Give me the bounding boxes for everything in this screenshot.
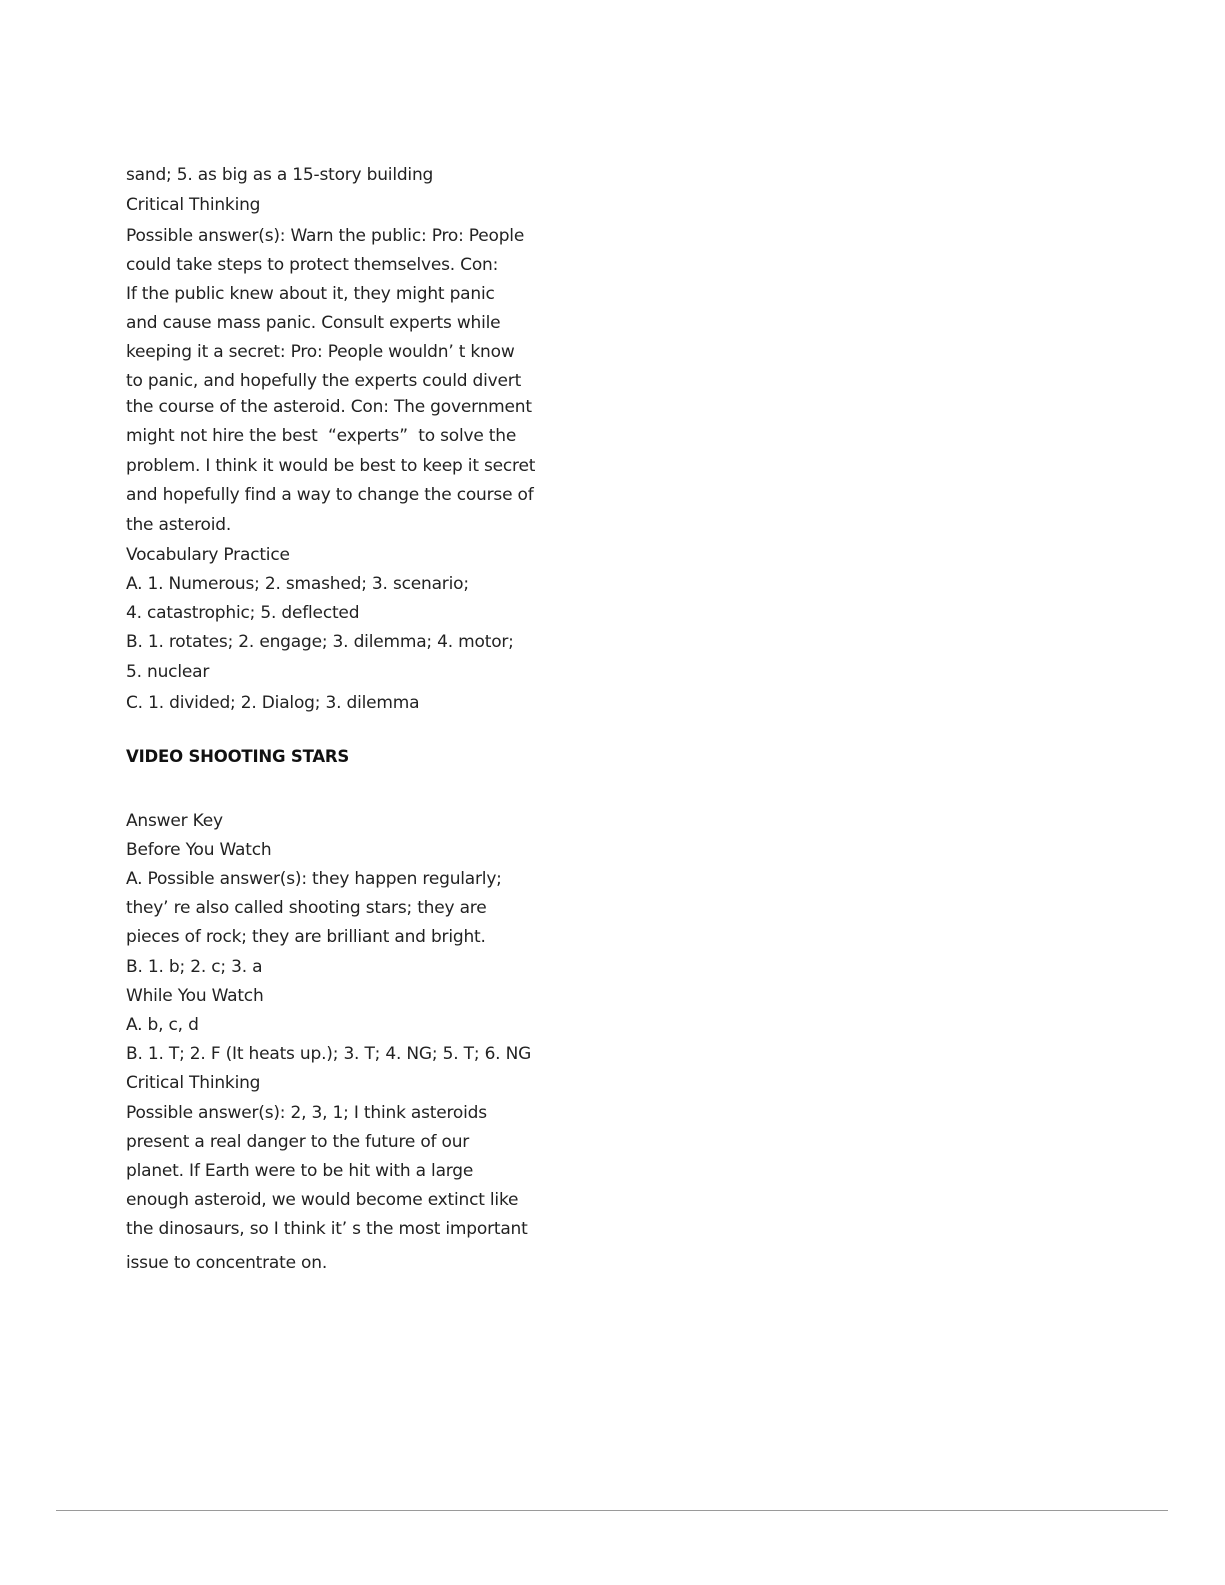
text-line: sand; 5. as big as a 15-story building: [126, 165, 434, 185]
text-line: and cause mass panic. Consult experts while: [126, 313, 501, 333]
text-line: might not hire the best “experts” to solve the: [126, 426, 517, 446]
subheading-critical-thinking: Critical Thinking: [126, 195, 261, 215]
text-line: A. b, c, d: [126, 1015, 199, 1035]
text-line: 4. catastrophic; 5. deflected: [126, 603, 360, 623]
subheading-answer-key: Answer Key: [126, 811, 223, 831]
text-line: Possible answer(s): Warn the public: Pro: People: [126, 226, 525, 246]
text-line: planet. If Earth were to be hit with a large: [126, 1161, 474, 1181]
text-line: A. Possible answer(s): they happen regularly;: [126, 869, 502, 889]
text-line: If the public knew about it, they might panic: [126, 284, 495, 304]
section-heading: VIDEO SHOOTING STARS: [126, 747, 350, 766]
subheading-before-you-watch: Before You Watch: [126, 840, 272, 860]
text-line: present a real danger to the future of our: [126, 1132, 470, 1152]
text-line: keeping it a secret: Pro: People wouldn’ t know: [126, 342, 515, 362]
text-line: problem. I think it would be best to keep it secret: [126, 456, 536, 476]
text-line: C. 1. divided; 2. Dialog; 3. dilemma: [126, 693, 420, 713]
text-line: 5. nuclear: [126, 662, 210, 682]
subheading-critical-thinking: Critical Thinking: [126, 1073, 261, 1093]
text-line: and hopefully find a way to change the course of: [126, 485, 534, 505]
text-line: issue to concentrate on.: [126, 1253, 328, 1273]
text-line: enough asteroid, we would become extinct like: [126, 1190, 519, 1210]
footer-divider: [56, 1510, 1168, 1511]
text-line: the dinosaurs, so I think it’ s the most important: [126, 1219, 528, 1239]
text-line: the course of the asteroid. Con: The government: [126, 397, 532, 417]
text-line: pieces of rock; they are brilliant and bright.: [126, 927, 486, 947]
text-line: B. 1. b; 2. c; 3. a: [126, 957, 263, 977]
text-line: could take steps to protect themselves. Con:: [126, 255, 499, 275]
subheading-vocabulary-practice: Vocabulary Practice: [126, 545, 290, 565]
subheading-while-you-watch: While You Watch: [126, 986, 264, 1006]
text-line: the asteroid.: [126, 515, 232, 535]
text-line: A. 1. Numerous; 2. smashed; 3. scenario;: [126, 574, 469, 594]
text-line: they’ re also called shooting stars; they are: [126, 898, 487, 918]
text-line: Possible answer(s): 2, 3, 1; I think asteroids: [126, 1103, 487, 1123]
text-line: to panic, and hopefully the experts could divert: [126, 371, 522, 391]
text-line: B. 1. rotates; 2. engage; 3. dilemma; 4. motor;: [126, 632, 514, 652]
text-line: B. 1. T; 2. F (It heats up.); 3. T; 4. NG; 5. T; 6. NG: [126, 1044, 532, 1064]
